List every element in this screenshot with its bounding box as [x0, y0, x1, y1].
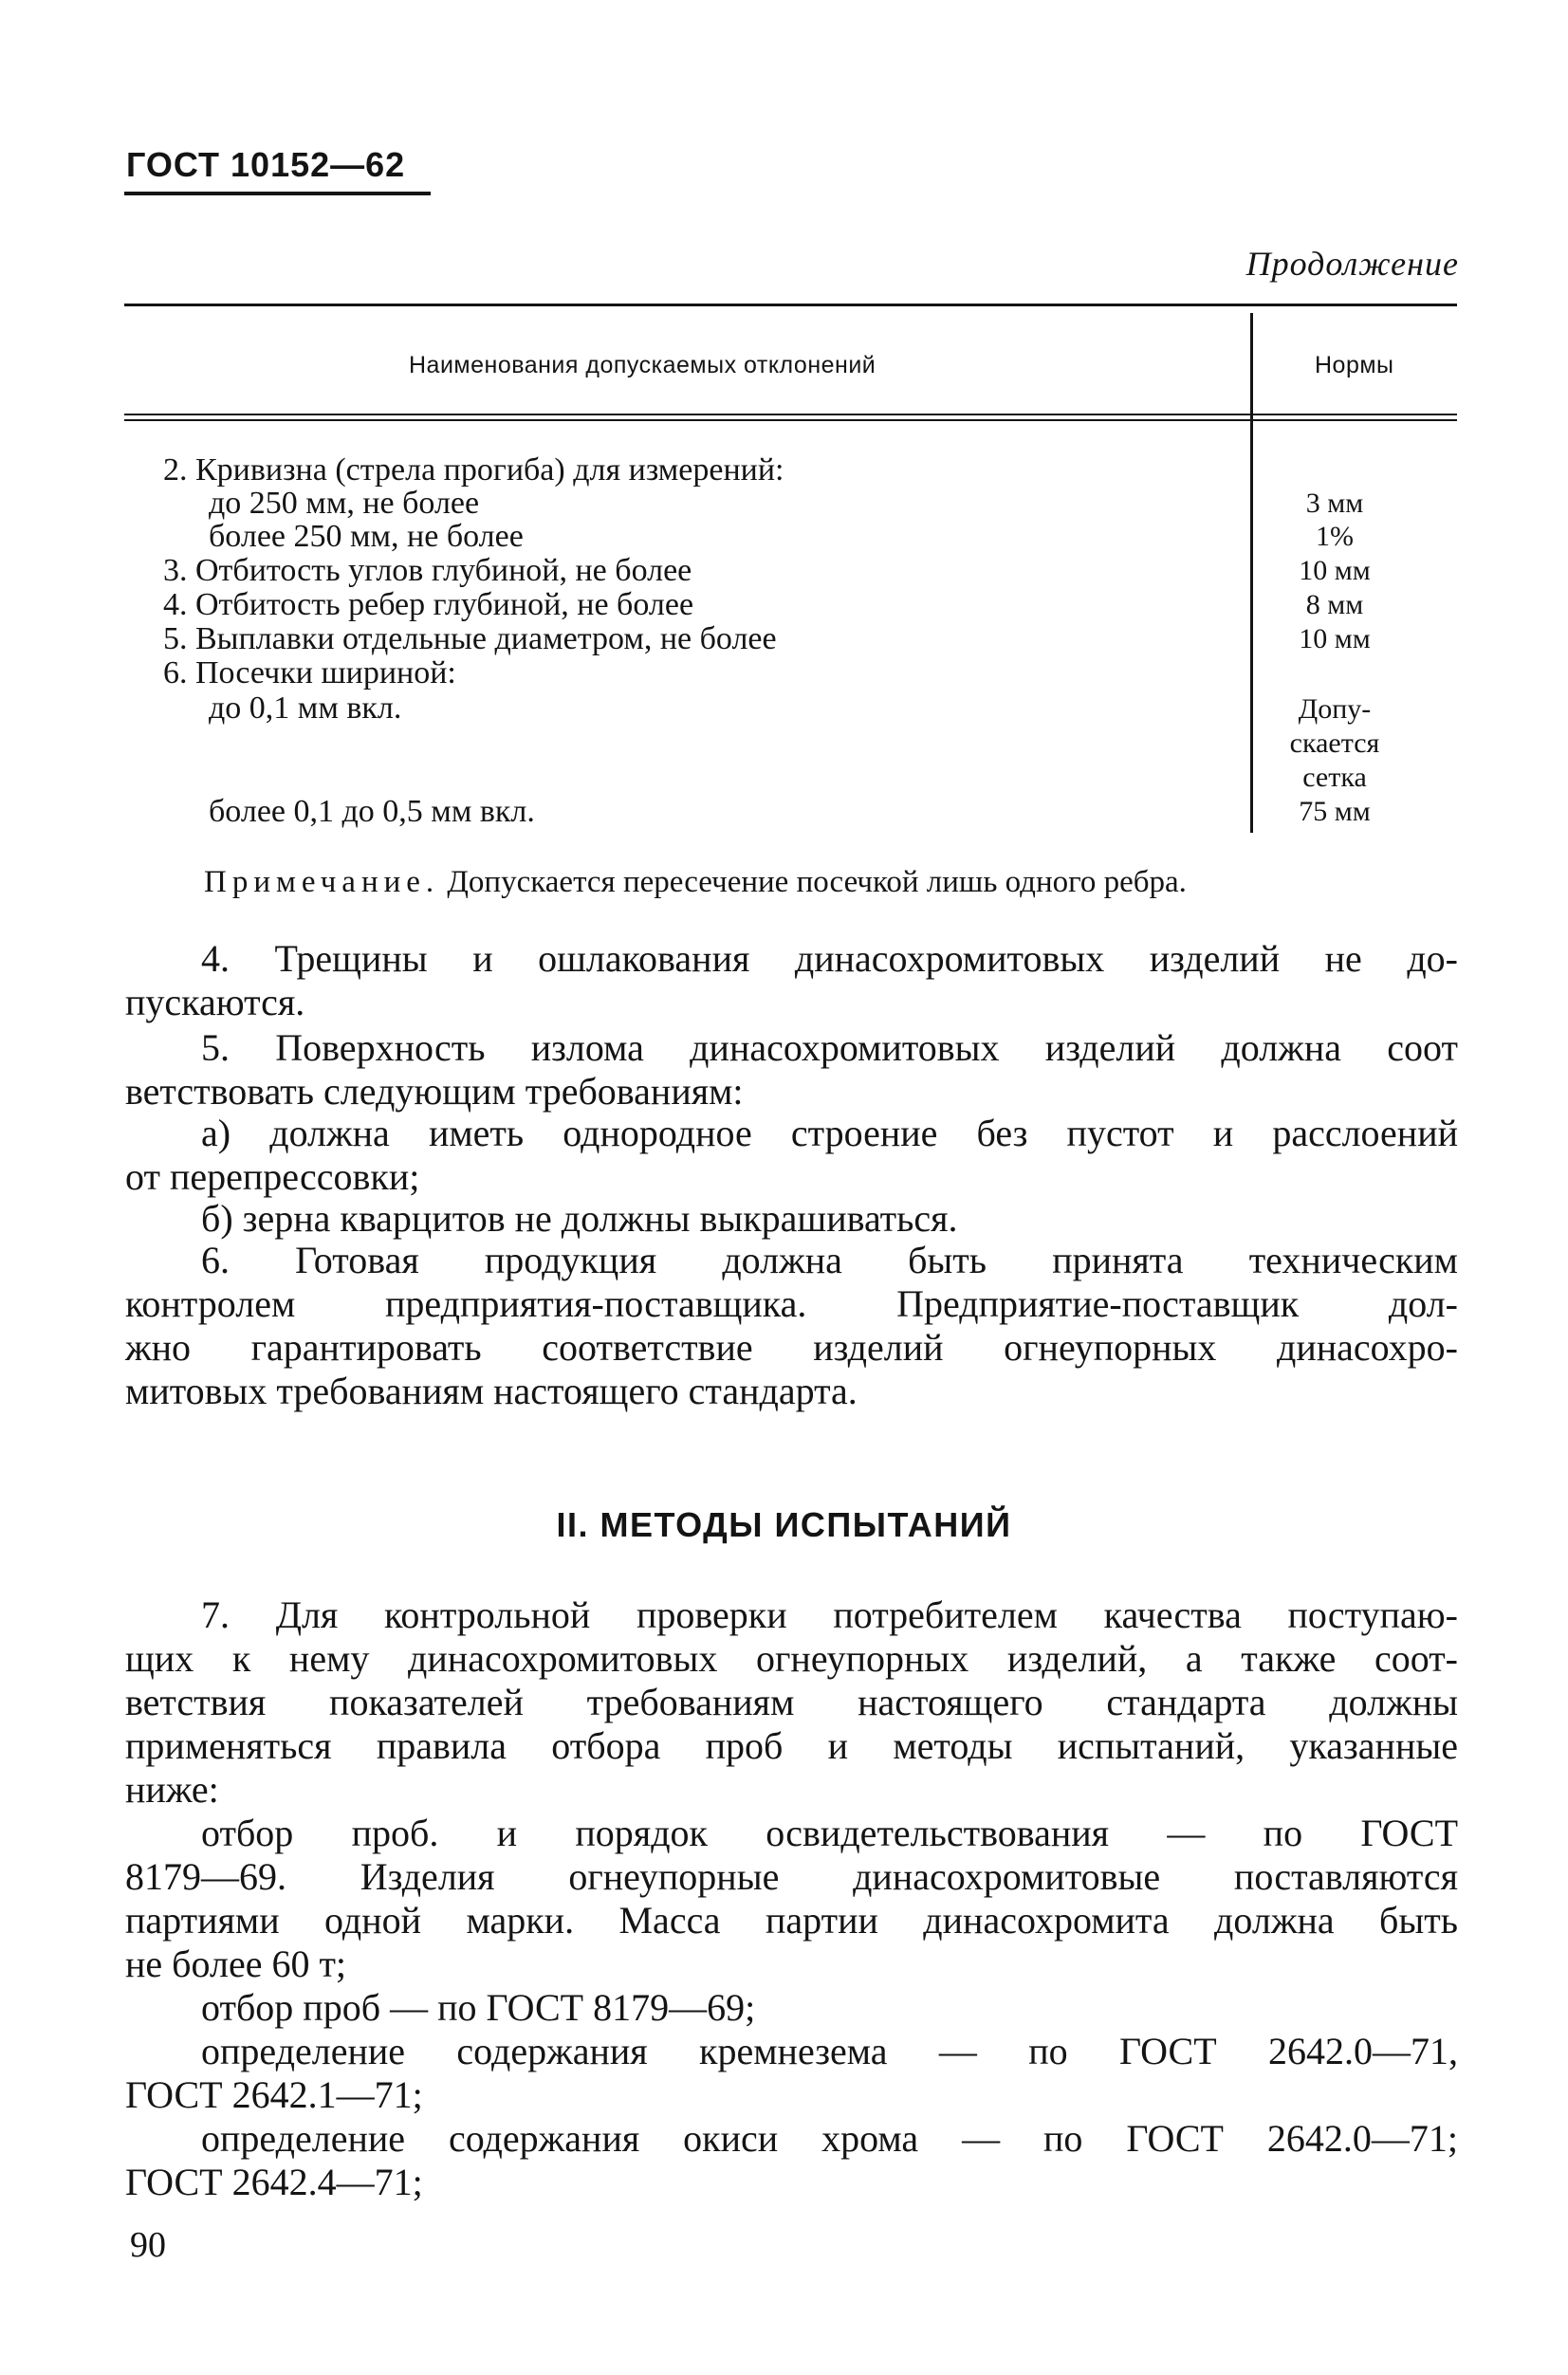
paragraph-7	[125, 1593, 1458, 1812]
text-line: жно гарантировать соответствие изделий огнеупорных динасохро-	[125, 1326, 1458, 1369]
text-line: б) зерна кварцитов не должны выкрашиваться.	[201, 1197, 958, 1240]
header-underline	[124, 192, 431, 195]
text-line: ветствовать следующим требованиям:	[125, 1070, 744, 1113]
table-note	[204, 866, 1187, 899]
text-line: щих к нему динасохромитовых огнеупорных изделий, а также соот-	[125, 1637, 1458, 1680]
continuation-label: Продолжение	[1245, 245, 1459, 283]
table-row-text: до 250 мм, не более	[209, 486, 480, 521]
paragraph-6	[125, 1239, 1458, 1413]
text-line: митовых требованиям настоящего стандарта.	[125, 1370, 858, 1412]
table-row-text: 4. Отбитость ребер глубиной, не более	[163, 587, 694, 622]
table-row-norm: 10 мм	[1299, 623, 1371, 654]
text-line: 5. Поверхность излома динасохромитовых изделий должна соот	[201, 1026, 1458, 1069]
paragraph-5a	[125, 1112, 1458, 1199]
note-text: Допускается пересечение посечкой лишь одного ребра.	[439, 865, 1187, 899]
paragraph-5	[125, 1026, 1458, 1114]
paragraph-5b	[125, 1197, 1458, 1241]
document-id: ГОСТ 10152—62	[126, 145, 406, 184]
table-row-text: до 0,1 мм вкл.	[209, 690, 402, 726]
text-line: от перепрессовки;	[125, 1155, 420, 1198]
text-line: 4. Трещины и ошлакования динасохромитовых изделий не до-	[201, 937, 1458, 980]
table-row-text: более 250 мм, не более	[209, 519, 524, 554]
table-row-text: 3. Отбитость углов глубиной, не более	[163, 553, 692, 588]
text-line: а) должна иметь однородное строение без пустот и расслоений	[201, 1112, 1458, 1154]
text-line: контролем предприятия-поставщика. Предприятие-поставщик дол-	[125, 1282, 1458, 1325]
text-line: 7. Для контрольной проверки потребителем качества поступаю-	[201, 1593, 1458, 1636]
text-line: ниже:	[125, 1768, 219, 1811]
table-header-norms: Нормы	[1315, 352, 1394, 378]
table-row-text: 6. Посечки шириной:	[163, 655, 456, 690]
table-row-norm: Допу- скается сетка	[1289, 693, 1380, 793]
table-row-norm: 1%	[1316, 521, 1354, 552]
text-line: 6. Готовая продукция должна быть принята техническим	[201, 1239, 1458, 1281]
text-line: партиями одной марки. Масса партии динасохромита должна быть	[125, 1899, 1458, 1942]
text-line: ГОСТ 2642.1—71;	[125, 2073, 423, 2116]
table-header-rule-2	[124, 419, 1457, 421]
table-row-norm: 10 мм	[1299, 555, 1371, 586]
text-line: применяться правила отбора проб и методы испытаний, указанные	[125, 1724, 1458, 1767]
text-line: определение содержания окиси хрома — по ГОСТ 2642.0—71;	[201, 2117, 1458, 2160]
table-row-text: 5. Выплавки отдельные диаметром, не более	[163, 621, 777, 656]
text-line: определение содержания кремнезема — по ГОСТ 2642.0—71,	[201, 2030, 1458, 2072]
method-item-sampling	[125, 1986, 1458, 2030]
text-line: отбор проб. и порядок освидетельствования — по ГОСТ	[201, 1812, 1458, 1854]
table-header-rule-1	[124, 414, 1457, 415]
table-row-norm: 3 мм	[1305, 488, 1364, 519]
paragraph-4	[125, 937, 1458, 1024]
section-title: II. МЕТОДЫ ИСПЫТАНИЙ	[556, 1505, 1012, 1544]
text-line: ветствия показателей требованиям настоящего стандарта должны	[125, 1681, 1458, 1723]
table-row-norm: 8 мм	[1305, 589, 1364, 620]
method-item-silica	[125, 2030, 1458, 2117]
table-top-rule	[124, 304, 1457, 306]
method-item-sampling-inspection	[125, 1812, 1458, 1986]
table-row-norm: 75 мм	[1299, 796, 1371, 827]
text-line: не более 60 т;	[125, 1942, 347, 1985]
text-line: отбор проб — по ГОСТ 8179—69;	[201, 1986, 756, 2029]
page-number: 90	[130, 2225, 166, 2265]
note-label: Примечание.	[204, 865, 440, 899]
table-row-text: более 0,1 до 0,5 мм вкл.	[209, 794, 535, 829]
method-item-chromium-oxide	[125, 2117, 1458, 2204]
text-line: 8179—69. Изделия огнеупорные динасохромитовые поставляются	[125, 1855, 1458, 1898]
text-line: пускаются.	[125, 981, 305, 1023]
text-line: ГОСТ 2642.4—71;	[125, 2161, 423, 2203]
table-row-text: 2. Кривизна (стрела прогиба) для измерений:	[163, 452, 784, 488]
table-header-names: Наименования допускаемых отклонений	[409, 352, 876, 378]
